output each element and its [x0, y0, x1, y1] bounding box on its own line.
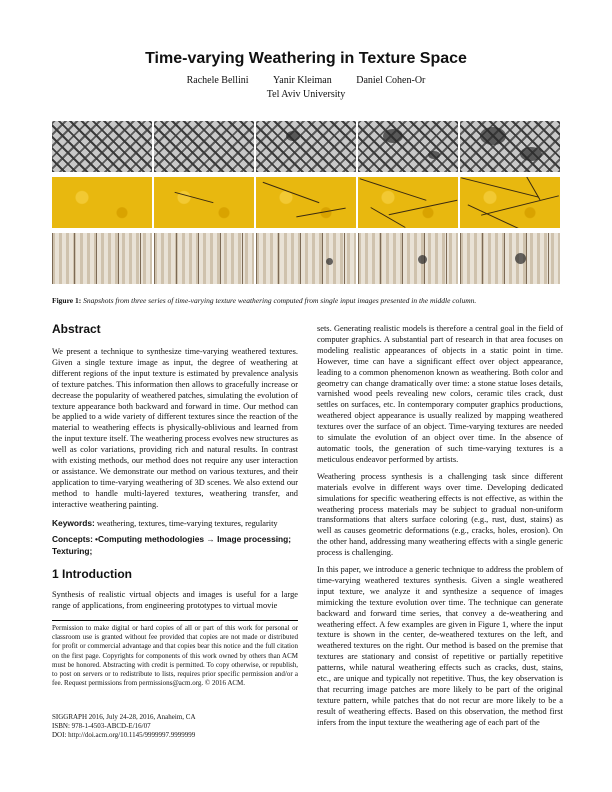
texture-tile — [256, 121, 356, 172]
affiliation: Tel Aviv University — [266, 89, 346, 100]
permission-notice: Permission to make digital or hard copies of all or part of this work for personal or classroom use is granted without fee provided that copies are not made or distributed for profit or commercial advantage and that copies bear this notice and the full citation on the first page. Copyrights for components of this work owned by others than ACM must be honored. Abstracting with credit is permitted. To copy otherwise, or republish, to post on servers or to redistribute to lists, requires prior specific permission and/or a fee. Request permissions from permissions@acm.org. © 2016 ACM. — [52, 620, 298, 688]
keywords — [52, 518, 298, 530]
texture-tile — [256, 177, 356, 228]
teaser-figure — [52, 121, 562, 284]
caption-text: Snapshots from three series of time-varying texture weathering computed from single input images presented in the middle column. — [83, 296, 477, 305]
intro-paragraph: In this paper, we introduce a generic technique to address the problem of time-varying weathered textures synthesis. Given a single weathered input texture, we analyze it and synthesize a sequence of images mimicking the texture evolution over time. The technique can generate backward and forward time series, that convey a de-weathering and weathering effect. A few examples are given in Figure 1, where the input texture is shown in the center, de-weathered textures on the left, and weathered textures on the right. Our method is based on the premise that textures are stationary and consist of repetitive or partially repetitive patterns, while natural weathering effects such as cracks, dust, stains, etc., are unique and typically not repetitive. Thus, the key observation is that recurring image patches are more likely to be part of the original texture pattern, while patches that do not recur are more likely to be a result of weathering effects. Based on this observation, the method first infers from the input texture the weathering age of each part of the — [317, 565, 563, 727]
texture-tile — [460, 233, 560, 284]
author-list — [0, 75, 612, 86]
abstract-body — [52, 347, 298, 511]
publication-info — [52, 713, 298, 741]
texture-tile — [52, 233, 152, 284]
texture-tile — [154, 177, 254, 228]
author: Rachele Bellini — [186, 75, 249, 86]
isbn-line: ISBN: 978-1-4503-ABCD-E/16/07 — [52, 722, 151, 731]
concepts-text: •Computing methodologies → Image processing; Texturing; — [52, 534, 292, 556]
texture-tile — [358, 233, 458, 284]
keywords-label: Keywords: — [52, 518, 95, 528]
texture-tile — [154, 233, 254, 284]
texture-tile — [358, 177, 458, 228]
paper-title: Time-varying Weathering in Texture Space — [145, 50, 467, 67]
author: Yanir Kleiman — [273, 75, 332, 86]
concepts — [52, 534, 298, 558]
abstract-heading: Abstract — [52, 322, 101, 336]
doi-line: DOI: http://doi.acm.org/10.1145/9999997.9999999 — [52, 731, 196, 740]
intro-paragraph: sets. Generating realistic models is therefore a central goal in the field of computer graphics. A substantial part of research in that area focuses on modeling realistic appearances of objects in a static point in time. However, time can have a significant effect over object appearance, leading to a common phenomenon known as weathering. Both color and geometry can change dramatically over time: a stone statue loses details, varnished wood peels revealing new colors, ceramic tiles crack, dust settles on surfaces, etc. In contemporary computer graphics productions, weathered object appearance is usually realized by mapping weathered textures over the surface of an object. Time-varying textures are needed to simulate the evolution of an object over time. In the absence of automatic tools, the generation of such time-varying textures is a meticulous endeavor performed by artists. — [317, 324, 563, 464]
conference-line: SIGGRAPH 2016, July 24-28, 2016, Anaheim, CA — [52, 713, 196, 721]
texture-tile — [154, 121, 254, 172]
intro-paragraph: Synthesis of realistic virtual objects and images is useful for a large range of applications, from engineering prototypes to virtual movie — [52, 590, 298, 610]
abstract-paragraph: We present a technique to synthesize time-varying weathered textures. Given a single texture image as input, the degree of weathering at different regions of the input texture is estimated by prevalence analysis of texture patches. This information then allows to gracefully increase or decrease the popularity of weathered patches, simulating the evolution of texture appearance both backward and forward in time. Our method can be applied to a wide variety of different textures since the reaction of the material to weathering effects is physically-oblivious and learned from the input texture itself. The weathering process evolves new structures as well as color variations, providing rich and natural results. In contrast with existing methods, our method does not require any user interaction or assistance. We demonstrate our method on various textures, and their application to time-varying weathering of 3D scenes. We also extend our method to handle multi-layered textures, weathering transfer, and interactive weathering painting. — [52, 347, 298, 509]
keywords-text: weathering, textures, time-varying textures, regularity — [96, 519, 278, 528]
author: Daniel Cohen-Or — [356, 75, 426, 86]
intro-left — [52, 590, 298, 612]
concepts-label: Concepts: — [52, 534, 93, 544]
caption-label: Figure 1: — [52, 296, 82, 305]
right-column — [317, 324, 563, 729]
intro-paragraph: Weathering process synthesis is a challenging task since different materials evolve in different ways over time. Developing dedicated simulations for specific weathering effects is not effective, as within the weathering process materials may be subject to gradual non-uniform transformations that alters surface coloring (e.g., rust, dust, stains) as well as causes geometric deformations (e.g., cracks, holes, erosion). On the other hand, addressing many weathering effects with a single generic process is challenging. — [317, 471, 563, 558]
texture-tile — [52, 121, 152, 172]
texture-tile — [358, 121, 458, 172]
texture-tile — [256, 233, 356, 284]
introduction-heading: 1 Introduction — [52, 567, 132, 581]
figure-caption — [52, 296, 562, 305]
texture-tile — [460, 177, 560, 228]
texture-tile — [52, 177, 152, 228]
texture-tile — [460, 121, 560, 172]
